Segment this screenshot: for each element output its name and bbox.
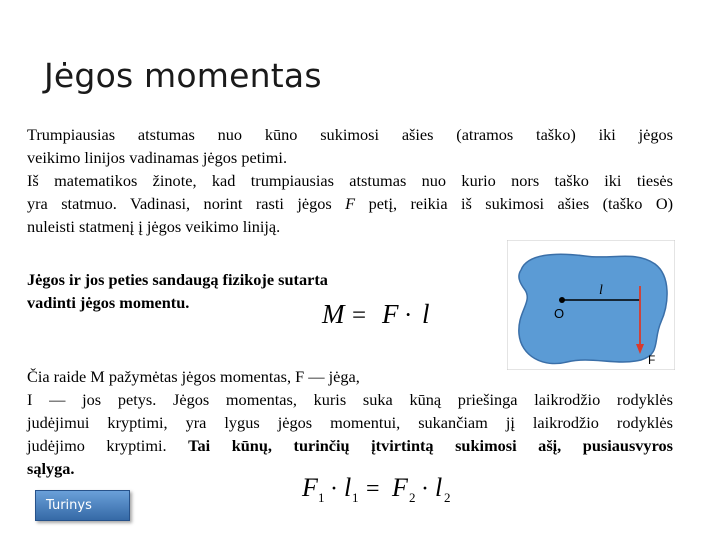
formula-symbol: l [344,473,352,502]
rigid-body-figure [507,240,675,370]
label-l: l [599,283,603,298]
text-line: judėjimui kryptimi, yra lygus jėgos momentui, sukančiam jį laikrodžio rodyklės [27,413,673,432]
label-o: O [554,306,565,321]
formula-symbol: = [366,476,380,502]
formula-symbol: F [392,473,408,502]
formula-symbol: F [382,299,399,329]
text-line: nuleisti statmenį į jėgos veikimo liniją. [27,217,281,236]
formula-equilibrium [300,466,460,508]
text-line: vadinti jėgos momentu. [27,293,190,312]
formula-symbol: F [302,473,318,502]
formula-subscript: 2 [444,490,451,505]
formula-symbol: · [421,476,429,502]
text-line: Iš matematikos žinote, kad trumpiausias atstumas nuo kurio nors taško iki tiesės [27,171,673,190]
text-line: Trumpiausias atstumas nuo kūno sukimosi ašies (atramos taško) iki jėgos [27,125,673,144]
text-line [27,434,673,457]
text-line [27,192,673,215]
text-line: I — jos petys. Jėgos momentas, kuris suka kūną priešinga laikrodžio rodyklės [27,390,673,409]
formula-moment [320,294,438,334]
formula-subscript: 1 [318,490,325,505]
slide-title: Jėgos momentas [44,56,322,95]
paragraph-explanation [27,365,673,480]
formula-symbol: l [422,299,430,329]
text-line: veikimo linijos vadinamas jėgos petimi. [27,148,288,167]
text-fragment: yra statmuo. Vadinasi, norint rasti jėgos [27,194,332,213]
bold-fragment: Tai kūnų, turinčių įtvirtintą sukimosi ašį, pusiausvyros [188,436,673,455]
text-fragment: petį, reikia iš sukimosi ašies (taško O) [368,194,673,213]
paragraph-lever-arm [27,123,673,238]
body-shape [519,254,667,363]
formula-symbol: = [352,302,367,329]
formula-subscript: 1 [352,490,359,505]
bold-fragment: sąlyga. [27,459,75,478]
force-symbol: F [345,194,356,213]
text-line: Jėgos ir jos peties sandaugą fizikoje sutarta [27,270,328,289]
text-line: Čia raide M pažymėtas jėgos momentas, F — jėga, [27,367,360,386]
formula-symbol: · [404,302,413,329]
pivot-point [559,297,565,303]
formula-symbol: · [330,476,338,502]
label-f: F [648,353,656,367]
formula-symbol: l [435,473,443,502]
text-fragment: judėjimo kryptimi. [27,436,167,455]
formula-subscript: 2 [409,490,416,505]
formula-symbol: M [322,299,345,329]
contents-button[interactable]: Turinys [35,490,130,521]
